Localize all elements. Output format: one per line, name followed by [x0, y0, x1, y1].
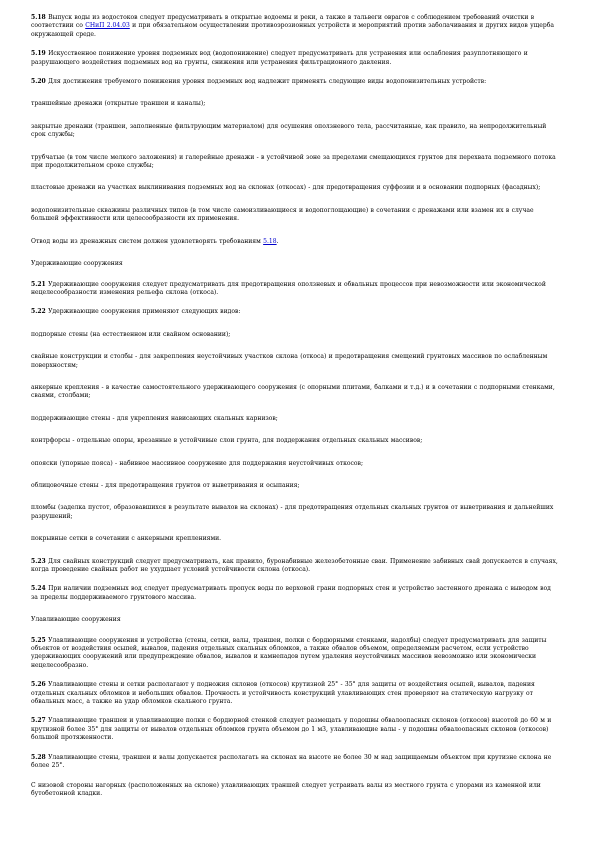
paragraph-5-22 [31, 308, 559, 316]
list-item-pile-structures: свайные конструкции и столбы - для закрепления неустойчивых участков склона (откоса) и предотвращения смещений грунтовых массивов по ослабленным поверхностям; [31, 353, 548, 369]
paragraph-text: При наличии подземных вод следует предусматривать пропуск воды по верховой грани подпорных стен и устройство застенного дренажа с выводом вод за пределы поддерживаемого грунтового массива. [31, 585, 551, 601]
paragraph-text: Улавливающие стены и сетки располагают у подножия склонов (откосов) крутизной 25° - 35° для защиты от воздействия осыпей, вывалов, падения отдельных скальных обломков и небольших обвалов. Прочность и устойчивость конструкций улавливающих стен проверяют на статическую нагрузку от обвальных масс, а также на удар обломков скального грунта. [31, 681, 535, 706]
clause-number: 5.21 [31, 280, 46, 288]
list-item-retaining-walls: подпорные стены (на естественном или свайном основании); [31, 330, 231, 338]
paragraph-text: Удерживающие сооружения применяют следующих видов: [48, 308, 241, 316]
list-item-cover-nets: покрывные сетки в сочетании с анкерными креплениями. [31, 535, 222, 543]
list-item-seals: пломбы (заделка пустот, образовавшихся в результате вывалов на склонах) - для предотвращения отдельных скальных грунтов от выветривания и дальнейших разрушений; [31, 504, 554, 520]
list-item-wells: водопонизительные скважины различных типов (в том числе самоизливающиеся и водопоглощающие) в сочетании с дренажами или взамен их в случае большей эффективности или целесообразности их применения. [31, 206, 534, 223]
clause-number: 5.25 [31, 636, 46, 644]
paragraph-5-25 [31, 637, 559, 671]
list-item-layer-drains: пластовые дренажи на участках выклинивания подземных вод на склонах (откосах) - для предотвращения суффозии и в основании подпорных (фасадных); [31, 184, 541, 192]
paragraph-text: Улавливающие сооружения и устройства (стены, сетки, валы, траншеи, полки с бордюрными стенками, надолбы) следует предусматривать для защиты объектов от воздействия осыпей, вывалов, падения отдельных скальных обломков, а также обвалов объемом, определяемым расчетом, если устройство удерживающих сооружений или предупреждение обвалов, вывалов и камнепадов путем удаления неустойчивых массивов невозможно или экономически нецелесообразно. [31, 636, 547, 669]
clause-number: 5.19 [31, 50, 46, 58]
paragraph-text: Удерживающие сооружения следует предусматривать для предотвращения оползневых и обвальных процессов при невозможности или экономической нецелесообразности изменения рельефа склона (откоса). [31, 280, 546, 296]
paragraph-text: . [276, 237, 279, 245]
list-item-support-walls: поддерживающие стены - для укрепления нависающих скальных карнизов; [31, 414, 278, 422]
paragraph-text: Для достижения требуемого понижения уровня подземных вод надлежит применять следующие виды водопонизительных устройств: [48, 78, 487, 86]
paragraph-5-24 [31, 585, 559, 602]
clause-number: 5.20 [31, 78, 46, 86]
paragraph-text: Для свайных конструкций следует предусматривать, как правило, буронабивные железобетонные сваи. Применение забивных свай допускается в случаях, когда проведение свайных работ не ухудшает условий устойчивости склона (откоса). [31, 557, 558, 573]
list-item-buttresses: контрфорсы - отдельные опоры, врезанные в устойчивые слои грунта, для поддержания отдельных скальных массивов; [31, 437, 423, 445]
clause-number: 5.28 [31, 753, 46, 761]
paragraph-5-20 [31, 78, 559, 86]
clause-number: 5.26 [31, 681, 46, 689]
section-heading-catching-structures: Улавливающие сооружения [31, 616, 121, 624]
clause-5-18-link[interactable]: 5.18 [263, 237, 277, 245]
clause-number: 5.22 [31, 308, 46, 316]
paragraph-5-21 [31, 281, 559, 298]
paragraph-5-26 [31, 681, 559, 706]
list-item-closed-drains: закрытые дренажи (траншеи, заполненные фильтрующим материалом) для осушения оползневого тела, рассчитанные, как правило, на непродолжительный срок службы; [31, 122, 547, 139]
paragraph-drainage-outlet [31, 238, 559, 246]
paragraph-upland-trenches: С низовой стороны нагорных (расположенных на склоне) улавливающих траншей следует устраивать валы из местного грунта с упорами из каменной или бутобетонной кладки. [31, 781, 541, 797]
paragraph-text: Улавливающие траншеи и улавливающие полки с бордюрной стенкой следует размещать у подошвы обвалоопасных склонов (откосов) высотой до 60 м и крутизной более 35° для защиты от вывалов отдельных обломков грунта объемом до 1 м3, улавливающие валы - у подошвы обвалоопасных склонов (откосов) большой протяженности. [31, 717, 552, 742]
clause-number: 5.27 [31, 717, 46, 725]
paragraph-text: Искусственное понижение уровня подземных вод (водопонижение) следует предусматривать для устранения или ослабления разуплотняющего и разрушающего воздействия подземных вод на грунты, снижения или устранения фильтрационного давления. [31, 50, 528, 66]
snip-reference-link[interactable]: СНиП 2.04.03 [85, 22, 130, 30]
paragraph-text: Выпуск воды из водостоков следует предусматривать в открытые водоемы и реки, а также в тальвеги оврагов с соблюдением требований очистки в соответствии со [31, 14, 535, 30]
paragraph-text: Улавливающие стены, траншеи и валы допускается располагать на склонах на высоте не более 30 м над защищаемым объектом при крутизне склона не более 25°. [31, 753, 552, 770]
clause-number: 5.23 [31, 557, 46, 565]
paragraph-5-27 [31, 717, 559, 742]
paragraph-5-19 [31, 50, 559, 67]
list-item-pipe-drains: трубчатые (в том числе мелкого заложения) и галерейные дренажи - в устойчивой зоне за пределами смещающихся грунтов для перехвата подземного потока при продолжительном сроке службы; [31, 153, 556, 170]
list-item-facing-walls: облицовочные стены - для предотвращения грунтов от выветривания и осыпания; [31, 481, 300, 489]
clause-number: 5.24 [31, 585, 46, 593]
list-item-thrust-belts: опояски (упорные пояса) - набивное массивное сооружение для поддержания неустойчивых откосов; [31, 459, 363, 467]
paragraph-text: и при обязательном осуществлении противоэрозионных устройств и мероприятий против заболачивания и других видов ущерба окружающей среде. [31, 22, 554, 38]
paragraph-5-28 [31, 754, 559, 771]
list-item-trench-drains: траншейные дренажи (открытые траншеи и каналы); [31, 100, 206, 108]
paragraph-5-23 [31, 558, 559, 575]
clause-number: 5.18 [31, 14, 46, 21]
paragraph-5-18 [31, 14, 559, 39]
paragraph-text: Отвод воды из дренажных систем должен удовлетворять требованиям [31, 237, 261, 245]
section-heading-retaining-structures: Удерживающие сооружения [31, 260, 123, 268]
list-item-anchors: анкерные крепления - в качестве самостоятельного удерживающего сооружения (с опорными плитами, балками и т.д.) и в сочетании с подпорными стенками, сваями, столбами; [31, 383, 555, 400]
